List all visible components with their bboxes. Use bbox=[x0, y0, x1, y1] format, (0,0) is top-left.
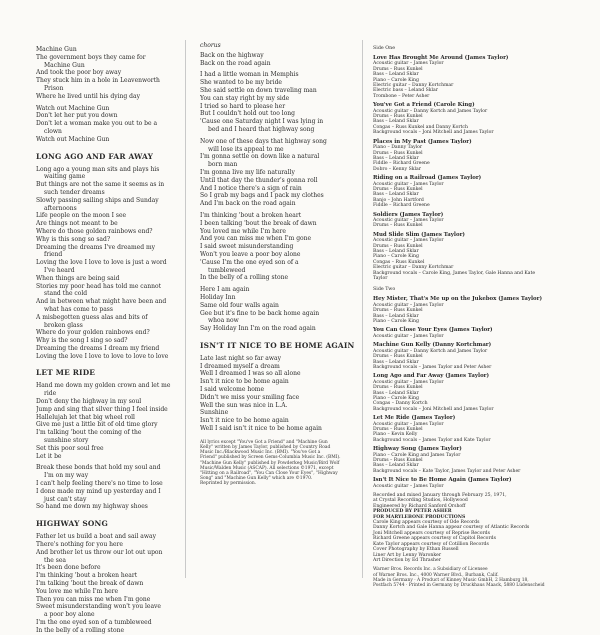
track-credit: Acoustic guitar – James Taylor bbox=[373, 181, 444, 187]
production-line: at Crystal Recording Studios, Hollywood bbox=[373, 498, 468, 504]
lyric-line: In the belly of a rolling stone bbox=[200, 274, 288, 282]
lyric-line: Then you can miss me when I'm gone bbox=[36, 595, 151, 603]
lyric-line: Where he lived until his dying day bbox=[36, 92, 140, 100]
track-credit: Congas – Russ Kunkel bbox=[373, 259, 425, 265]
track-credit: Drums – Russ Kunkel bbox=[373, 426, 423, 432]
lyric-line: the sea bbox=[44, 556, 66, 564]
track-credit: Drums – Russ Kunkel bbox=[373, 223, 423, 229]
lyric-line: In the belly of a rolling stone bbox=[36, 626, 124, 634]
track-credit: Piano – Kevin Kelly bbox=[373, 432, 418, 438]
lyric-line: Until that day the thunder's gonna roll bbox=[200, 176, 318, 184]
lyric-line: Set this poor soul free bbox=[36, 444, 104, 452]
track-credit: Acoustic guitar – James Taylor bbox=[373, 483, 444, 489]
track-credit: Acoustic guitar – James Taylor bbox=[373, 217, 444, 223]
production-line: PRODUCED BY PETER ASHER bbox=[373, 509, 452, 515]
lyric-line: I had a little woman in Memphis bbox=[200, 71, 299, 79]
track-credit: Piano – Carole King bbox=[373, 319, 419, 325]
track-credit: Bass – Leland Sklar bbox=[373, 463, 419, 469]
track-credit: Piano – Carole King bbox=[373, 254, 419, 260]
lyric-line: will lose its appeal to me bbox=[208, 145, 284, 153]
track-credit: Background vocals – Joni Mitchell and James Taylor bbox=[373, 130, 494, 136]
lyric-line: Where do those golden rainbows end? bbox=[36, 227, 153, 235]
lyric-line: Long ago a young man sits and plays his bbox=[36, 165, 160, 173]
lyric-line: Are things not meant to be bbox=[36, 220, 118, 228]
track-credit: Bass – Leland Sklar bbox=[373, 313, 419, 319]
track-credit: Drums – Russ Kunkel bbox=[373, 186, 423, 192]
lyric-line: Same old four walls again bbox=[200, 301, 279, 309]
track-credit: Bass – Leland Sklar bbox=[373, 249, 419, 254]
lyric-line: Prison bbox=[44, 84, 64, 92]
text-line: "Hitting on a Railroad", "You Can Close Your Eyes", "Highway bbox=[200, 471, 338, 477]
lyric-line: a poor boy alone bbox=[44, 611, 95, 619]
lyric-line: I'm on my way bbox=[44, 472, 89, 480]
lyric-line: But things are not the same it seems as in bbox=[36, 181, 165, 189]
lyric-line: sunshine story bbox=[44, 437, 89, 445]
lyric-line: friend bbox=[44, 251, 63, 259]
track-credit: Electric guitar – Danny Kortchmar bbox=[373, 265, 454, 271]
lyric-line: Say Holiday Inn I'm on the road again bbox=[200, 325, 316, 333]
track-credit: Drums – Russ Kunkel bbox=[373, 308, 423, 314]
lyric-line: I'm gonna live my life naturally bbox=[200, 168, 295, 176]
track-title: Riding on a Railroad (James Taylor) bbox=[373, 175, 482, 182]
track-title: Mud Slide Slim (James Taylor) bbox=[373, 231, 465, 238]
track-title: Isn't It Nice to Be Home Again (James Taylor) bbox=[373, 477, 512, 484]
lyric-line: And I'm back on the road again bbox=[200, 200, 296, 208]
highway-song-continued bbox=[200, 52, 355, 333]
song-title: ISN'T IT NICE TO BE HOME AGAIN bbox=[200, 340, 355, 350]
lyric-line: clown bbox=[44, 127, 62, 135]
lyric-line: Sunshine bbox=[200, 409, 229, 417]
lyric-line: Watch out Machine Gun bbox=[36, 104, 110, 112]
side-one-label: Side One bbox=[373, 46, 396, 51]
track-credit: Background vocals – James Taylor and Kate Taylor bbox=[373, 437, 491, 443]
track-credit: Background vocals – James Taylor and Peter Asher bbox=[373, 364, 492, 370]
track-credit: Piano – Carole King bbox=[373, 395, 419, 401]
lyric-line: Machine Gun bbox=[44, 61, 85, 69]
lyrics-column-1 bbox=[36, 46, 174, 635]
production-line: Danny Kortch and Gale Hanna appear courtesy of Atlantic Records bbox=[373, 525, 530, 531]
lyric-line: You love me while I'm here bbox=[36, 587, 119, 595]
lyric-line: such tender dreams bbox=[44, 188, 105, 196]
lyric-line: Back on the highway bbox=[200, 51, 264, 59]
lyric-line: Jump and sing that silver thing I feel inside bbox=[36, 405, 168, 413]
track-credit: Bass – Leland Sklar bbox=[373, 192, 419, 198]
track-title: Love Has Brought Me Around (James Taylor) bbox=[373, 55, 509, 61]
lyric-line: And brother let us throw our lot out upon bbox=[36, 548, 163, 556]
production-line: Liner Art by Lenny Waronker bbox=[373, 552, 442, 558]
track-credit: Congas – Danny Kortch bbox=[373, 401, 428, 407]
text-line: Made in Germany · A Product of Kinney Music GmbH, 2 Hamburg 18, bbox=[373, 577, 529, 583]
track-credit: Bass – Leland Sklar bbox=[373, 72, 419, 78]
track-credit: Piano – Carole King bbox=[373, 77, 419, 83]
track-credit: Congas – Russ Kunkel and Danny Kortch bbox=[373, 124, 468, 130]
text-line: All lyrics except "You've Got a Friend" and "Machine Gun bbox=[200, 439, 328, 445]
chorus-label: chorus bbox=[200, 42, 221, 49]
text-line: "Machine Gun Kelly" published by Powderkeg Music/Bird Wolf bbox=[200, 460, 340, 466]
track-credit: Acoustic guitar – James Taylor bbox=[373, 379, 444, 385]
lyric-line: A misbegotten guess alas and bits of bbox=[36, 313, 148, 321]
track-credit: Drums – Russ Kunkel bbox=[373, 243, 423, 249]
lyric-line: Here I am again bbox=[200, 286, 250, 294]
track-credit: Drums – Russ Kunkel bbox=[373, 150, 423, 156]
text-line: Postfach 5744 · Printed in Germany by Druckhaus Maack, 5880 Lüdenscheid bbox=[373, 582, 545, 588]
production-line: Art Direction by Ed Thrasher bbox=[373, 557, 441, 563]
lyric-line: I said welcome home bbox=[200, 386, 265, 394]
lyric-line: I been talking 'bout the break of dawn bbox=[200, 219, 317, 227]
track-title: You've Got a Friend (Carole King) bbox=[373, 102, 475, 109]
lyric-line: She said settle on down traveling man bbox=[200, 86, 317, 94]
lyric-line: Back on the road again bbox=[200, 59, 271, 67]
lyric-line: just can't stay bbox=[44, 495, 87, 503]
lyric-line: But I couldn't hold out too long bbox=[200, 110, 296, 118]
lyric-line: afternoons bbox=[44, 204, 77, 212]
production-credits bbox=[373, 493, 551, 563]
lyric-line: stand the cold bbox=[44, 290, 88, 298]
production-line: Recorded and mixed January through February 25, 1971, bbox=[373, 493, 507, 499]
text-line: Music Inc./Blackwood Music Inc. (BMI). "You've Got a bbox=[200, 450, 321, 456]
lyric-line: And I notice there's a sign of rain bbox=[200, 184, 302, 192]
track-credit: Piano – Carole King and James Taylor bbox=[373, 452, 461, 458]
track-credit: Bass – Leland Sklar bbox=[373, 359, 419, 365]
lyric-line: Hallelujah let that big wheel roll bbox=[36, 413, 135, 421]
track-credit: Drums – Russ Kunkel bbox=[373, 114, 423, 120]
lyric-line: You loved me while I'm here bbox=[200, 227, 286, 235]
lyric-line: tumbleweed bbox=[208, 266, 246, 274]
track-title: Hey Mister, That's Me up on the Jukebox (James Taylor) bbox=[373, 296, 543, 303]
track-credit: Acoustic guitar – James Taylor bbox=[373, 238, 444, 244]
track-credit: Background vocals – Carole King, James Taylor, Gale Hanna and Kate Taylor bbox=[373, 270, 536, 282]
track-credit: Acoustic guitar – Danny Kortch and James Taylor bbox=[373, 108, 488, 114]
track-credit: Drums – Russ Kunkel bbox=[373, 354, 423, 360]
lyric-line: Don't deny the highway in my soul bbox=[36, 398, 142, 406]
track-credit: Electric bass – Leland Sklar bbox=[373, 88, 438, 94]
track-credit: Acoustic guitar – James Taylor bbox=[373, 61, 444, 67]
lyric-line: what has come to pass bbox=[44, 305, 113, 313]
lyric-line: I'm the one eyed son of a tumbleweed bbox=[36, 619, 152, 626]
track-title: Machine Gun Kelly (Danny Kortchmar) bbox=[373, 342, 492, 349]
lyric-line: Why is this song so sad? bbox=[36, 235, 111, 243]
track-credit: Bass – Leland Sklar bbox=[373, 155, 419, 161]
track-title: Let Me Ride (James Taylor) bbox=[373, 415, 456, 422]
lyric-line: I tried so hard to please her bbox=[200, 102, 286, 110]
lyric-line: And you can miss me when I'm gone bbox=[200, 235, 312, 243]
production-line: Carole King appears courtesy of Ode Records bbox=[373, 520, 480, 526]
column-divider bbox=[185, 40, 186, 578]
lyric-line: The government boys they came for bbox=[36, 53, 146, 61]
lyric-line: waiting game bbox=[44, 173, 86, 181]
machine-gun-lyrics bbox=[36, 46, 174, 144]
track-title: Highway Song (James Taylor) bbox=[373, 446, 462, 453]
track-credit: Acoustic guitar – James Taylor bbox=[373, 302, 444, 308]
production-line: Richard Greene appears courtesy of Capitol Records bbox=[373, 536, 496, 542]
lyric-line: It's been done before bbox=[36, 564, 101, 572]
lyric-line: Isn't it nice to be home again bbox=[200, 378, 289, 386]
highway-song-lyrics bbox=[36, 533, 174, 634]
lyric-line: Dreaming the dreams I dream my friend bbox=[36, 344, 160, 352]
production-line: Cover Photography by Ethan Russell bbox=[373, 547, 459, 553]
song-title: LONG AGO AND FAR AWAY bbox=[36, 151, 154, 161]
production-line: Joni Mitchell appears courtesy of Reprise Records bbox=[373, 530, 490, 536]
lyric-line: Slowly passing sailing ships and Sunday bbox=[36, 196, 159, 204]
track-title: Soldiers (James Taylor) bbox=[373, 211, 444, 218]
lyric-line: Well I dreamed I was so all alone bbox=[200, 370, 301, 378]
lyric-line: Won't you leave a poor boy alone bbox=[200, 250, 301, 258]
track-credit: Background vocals – Kate Taylor, James Taylor and Peter Asher bbox=[373, 468, 521, 474]
track-credit: Acoustic guitar – James Taylor bbox=[373, 333, 444, 339]
track-credit: Acoustic guitar – Danny Kortch and James Taylor bbox=[373, 348, 488, 354]
lyric-line: And took the poor boy away bbox=[36, 69, 122, 77]
track-credit: Trombone – Peter Asher bbox=[373, 93, 430, 99]
side-two-label: Side Two bbox=[373, 287, 396, 293]
track-title: You Can Close Your Eyes (James Taylor) bbox=[373, 327, 493, 334]
lyric-line: I'm talking 'bout the break of dawn bbox=[36, 580, 144, 588]
lyric-line: I'm thinking 'bout a broken heart bbox=[36, 572, 138, 580]
lyric-line: I've heard bbox=[44, 266, 75, 274]
lyric-line: Why is the song I sing so sad? bbox=[36, 337, 128, 345]
track-credit: Electric guitar – Danny Kortchmar bbox=[373, 83, 454, 89]
text-line: Reprinted by permission. bbox=[200, 481, 257, 487]
lyric-line: Holiday Inn bbox=[200, 293, 236, 301]
lyric-line: When things are being said bbox=[36, 274, 120, 282]
track-credit: Drums – Russ Kunkel bbox=[373, 458, 423, 463]
track-credit: Background vocals – Joni Mitchell and James Taylor bbox=[373, 406, 494, 412]
lyric-line: Give me just a little bit of old time glory bbox=[36, 421, 158, 429]
isnt-it-nice-lyrics bbox=[200, 355, 355, 433]
lyric-line: Late last night so far away bbox=[200, 354, 281, 362]
lyric-line: Let it be bbox=[36, 452, 62, 460]
text-line: Friend" published by Screen Gems-Columbia Music Inc. (BMI). bbox=[200, 455, 341, 461]
lyric-line: bed and I heard that highway song bbox=[208, 125, 315, 133]
lyric-line: ride bbox=[44, 390, 57, 398]
lyric-line: I done made my mind up yesterday and I bbox=[36, 487, 161, 495]
lyric-line: born man bbox=[208, 161, 238, 169]
track-title: Places in My Past (James Taylor) bbox=[373, 138, 472, 145]
credits-column bbox=[373, 44, 551, 588]
lyric-line: So hand me down my highway shoes bbox=[36, 503, 148, 511]
track-credit: Fiddle – Richard Greene bbox=[373, 203, 430, 209]
text-line: Music/Walden Music (ASCAP). All selections ©1971, except bbox=[200, 465, 334, 471]
song-title: HIGHWAY SONG bbox=[36, 519, 109, 529]
track-credit: Acoustic guitar – James Taylor bbox=[373, 421, 444, 427]
track-credit: Piano – Danny Taylor bbox=[373, 145, 423, 151]
lyric-line: I'm talking 'bout the coming of the bbox=[36, 429, 142, 437]
lyric-line: Watch out Machine Gun bbox=[36, 135, 110, 143]
lyric-line: Now one of these days that highway song bbox=[200, 137, 327, 145]
song-title: LET ME RIDE bbox=[36, 368, 96, 378]
column-divider bbox=[362, 40, 363, 578]
lyric-line: 'Cause I'm the one eyed son of a bbox=[200, 258, 299, 266]
text-line: Song" and "Machine Gun Kelly" which are ©1970. bbox=[200, 476, 313, 482]
lyric-line: They stuck him in a hole in Leavenworth bbox=[36, 77, 160, 85]
text-line: Kelly" written by James Taylor, published by Country Road bbox=[200, 445, 331, 451]
long-ago-lyrics bbox=[36, 166, 174, 361]
lyric-line: Loving the love I love to love to love to love bbox=[36, 352, 169, 360]
track-credit: Drums – Russ Kunkel bbox=[373, 385, 423, 391]
track-credit: Banjo – John Hartford bbox=[373, 197, 424, 203]
lyric-line: Gee but it's fine to be back home again bbox=[200, 309, 320, 317]
track-credit: Bass – Leland Sklar bbox=[373, 119, 419, 125]
lyric-line: broken glass bbox=[44, 321, 83, 329]
lyric-line: Well I said isn't it nice to be home again bbox=[200, 425, 322, 433]
lyric-line: Where do your golden rainbows end? bbox=[36, 329, 150, 337]
lyric-line: Well the sun was nice in L.A. bbox=[200, 401, 288, 409]
legal-notice bbox=[373, 567, 551, 588]
production-line: Kate Taylor appears courtesy of Cotillion Records bbox=[373, 541, 489, 547]
lyric-line: whoa now bbox=[208, 317, 239, 325]
track-credit: Bass – Leland Sklar bbox=[373, 390, 419, 396]
lyric-line: Hand me down my golden crown and let me bbox=[36, 382, 171, 390]
lyric-line: Stories my poor head has told me cannot bbox=[36, 282, 161, 290]
lyric-line: Loving the love I love to love is just a word bbox=[36, 259, 167, 267]
lyric-line: Don't let a woman make you out to be a bbox=[36, 120, 158, 128]
lyric-line: I dreamed myself a dream bbox=[200, 362, 280, 370]
lyric-line: So I grab my bags and I pack my clothes bbox=[200, 192, 324, 200]
lyric-line: There's nothing for you here bbox=[36, 541, 123, 549]
lyric-line: I said sweet misunderstanding bbox=[200, 243, 294, 251]
lyric-line: Don't let her put you down bbox=[36, 112, 118, 120]
track-credit: Fiddle – Richard Greene bbox=[373, 161, 430, 167]
track-credit: Drums – Russ Kunkel bbox=[373, 66, 423, 72]
lyric-line: Life people on the moon I see bbox=[36, 212, 127, 220]
side-two-credits bbox=[373, 296, 551, 489]
lyric-line: Sweet misunderstanding won't you leave bbox=[36, 603, 161, 611]
lyric-line: And in between what might have been and bbox=[36, 298, 167, 306]
side-one-credits bbox=[373, 55, 551, 281]
track-credit: Dobro – Kenny Sklar bbox=[373, 166, 421, 172]
lyric-line: I'm gonna settle on down like a natural bbox=[200, 153, 320, 161]
production-line: Engineered by Richard Sanford Orshoff bbox=[373, 503, 466, 509]
lyric-line: You can stay right by my side bbox=[200, 94, 290, 102]
lyric-line: She wanted to be my bride bbox=[200, 79, 282, 87]
lyric-line: Machine Gun bbox=[36, 46, 77, 53]
lyric-line: Father let us build a boat and sail away bbox=[36, 533, 156, 541]
lyric-line: Dreaming the dreams I've dreamed my bbox=[36, 243, 156, 251]
lyric-line: I'm thinking 'bout a broken heart bbox=[200, 211, 302, 219]
lyric-line: 'Cause one Saturday night I was lying in bbox=[200, 118, 324, 126]
let-me-ride-lyrics bbox=[36, 382, 174, 511]
lyric-line: Break these bonds that hold my soul and bbox=[36, 464, 161, 472]
text-line: of Warner Bros. Inc., 4000 Warner Blvd., Burbank, Calif. bbox=[373, 572, 499, 578]
lyric-line: I can't help feeling there's no time to lose bbox=[36, 480, 163, 488]
copyright-notice bbox=[200, 440, 355, 487]
text-line: Warner Bros. Records Inc. a Subsidiary of Licensee bbox=[373, 567, 488, 573]
lyric-line: Isn't it nice to be home again bbox=[200, 417, 289, 425]
production-line: FOR MARYLEBONE PRODUCTIONS bbox=[373, 514, 466, 520]
lyrics-column-2 bbox=[200, 42, 355, 487]
lyric-line: Didn't we miss your smiling face bbox=[200, 393, 300, 401]
track-title: Long Ago and Far Away (James Taylor) bbox=[373, 373, 490, 380]
